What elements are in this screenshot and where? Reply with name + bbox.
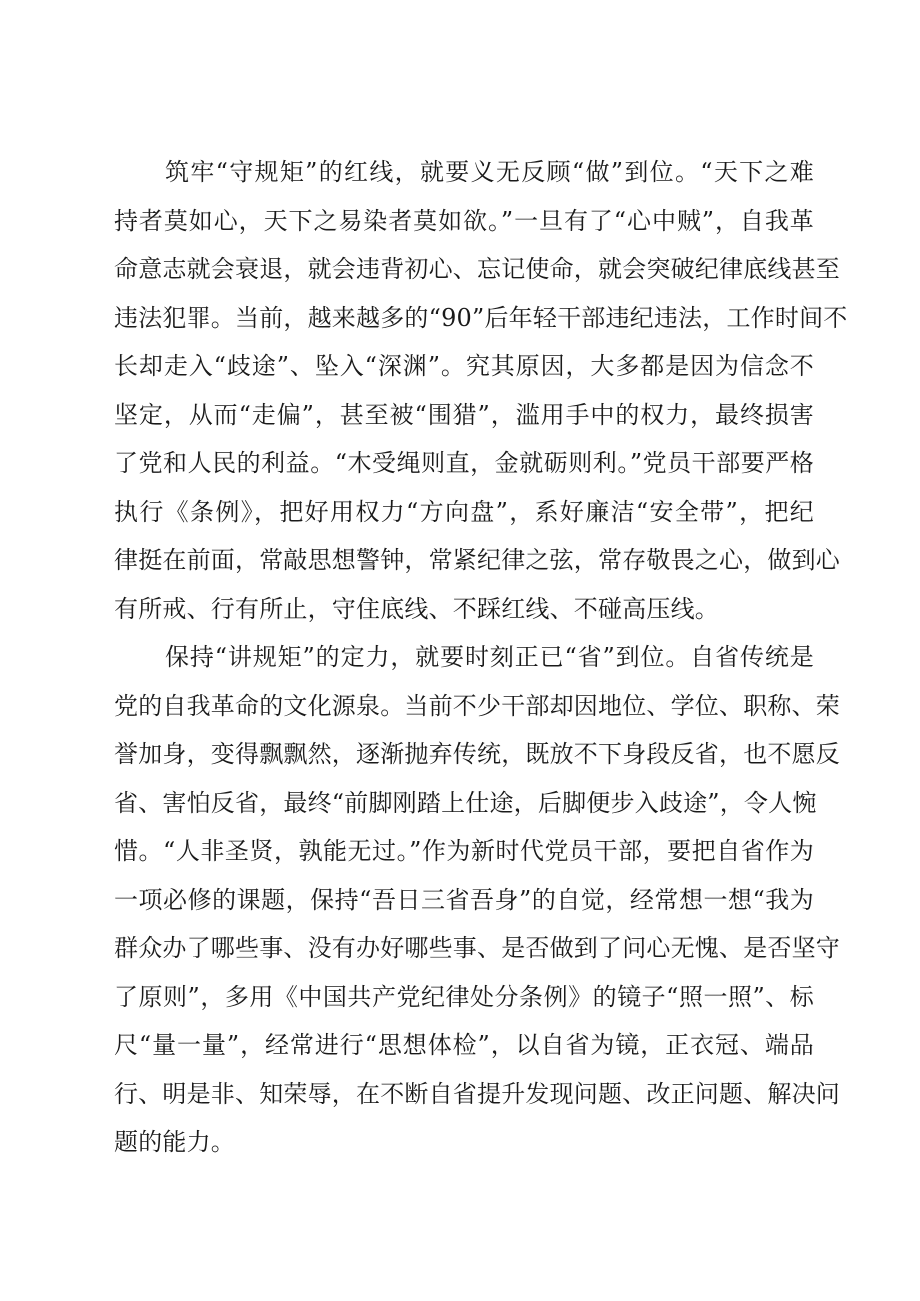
text-line: 惜。“人非圣贤，孰能无过。”作为新时代党员干部，要把自省作为 bbox=[114, 837, 814, 865]
text-line: 执行《条例》，把好用权力“方向盘”，系好廉洁“安全带”，把纪 bbox=[114, 497, 814, 526]
text-line: 省、害怕反省，最终“前脚刚踏上仕途，后脚便步入歧途”，令人惋 bbox=[114, 788, 817, 817]
text-line: 了党和人民的利益。“木受绳则直，金就砺则利。”党员干部要严格 bbox=[114, 449, 814, 477]
text-line: 有所戒、行有所止，守住底线、不踩红线、不碰高压线。 bbox=[114, 594, 719, 623]
text-line: 保持“讲规矩”的定力，就要时刻正已“省”到位。自省传统是 bbox=[165, 643, 814, 671]
text-line: 行、明是非、知荣辱，在不断自省提升发现问题、改正问题、解决问 bbox=[114, 1079, 840, 1108]
text-line: 群众办了哪些事、没有办好哪些事、是否做到了问心无愧、是否坚守 bbox=[114, 934, 840, 962]
text-line: 题的能力。 bbox=[114, 1128, 235, 1156]
text-line: 一项必修的课题，保持“吾日三省吾身”的自觉，经常想一想“我为 bbox=[114, 885, 814, 914]
text-line: 坚定，从而“走偏”，甚至被“围猎”，滥用手中的权力，最终损害 bbox=[114, 400, 814, 429]
text-line: 律挺在前面，常敲思想警钟，常紧纪律之弦，常存敬畏之心，做到心 bbox=[114, 546, 840, 574]
text-line: 筑牢“守规矩”的红线，就要义无反顾“做”到位。“天下之难 bbox=[165, 158, 814, 186]
text-line: 命意志就会衰退，就会违背初心、忘记使命，就会突破纪律底线甚至 bbox=[114, 255, 840, 283]
text-line: 持者莫如心，天下之易染者莫如欲。”一旦有了“心中贼”，自我革 bbox=[114, 206, 814, 235]
text-line: 誉加身，变得飘飘然，逐渐抛弃传统，既放不下身段反省，也不愿反 bbox=[114, 740, 840, 768]
text-line: 了原则”，多用《中国共产党纪律处分条例》的镜子“照一照”、标 bbox=[114, 982, 814, 1011]
document-body bbox=[114, 148, 848, 1167]
paragraph-1 bbox=[114, 148, 848, 633]
paragraph-2 bbox=[114, 633, 840, 1167]
text-line: 长却走入“歧途”、坠入“深渊”。究其原因，大多都是因为信念不 bbox=[114, 352, 814, 380]
text-line: 党的自我革命的文化源泉。当前不少干部却因地位、学位、职称、荣 bbox=[114, 691, 840, 720]
text-line: 违法犯罪。当前，越来越多的“90”后年轻干部违纪违法，工作时间不 bbox=[114, 303, 848, 332]
text-line: 尺“量一量”，经常进行“思想体检”，以自省为镜，正衣冠、端品 bbox=[114, 1031, 814, 1059]
